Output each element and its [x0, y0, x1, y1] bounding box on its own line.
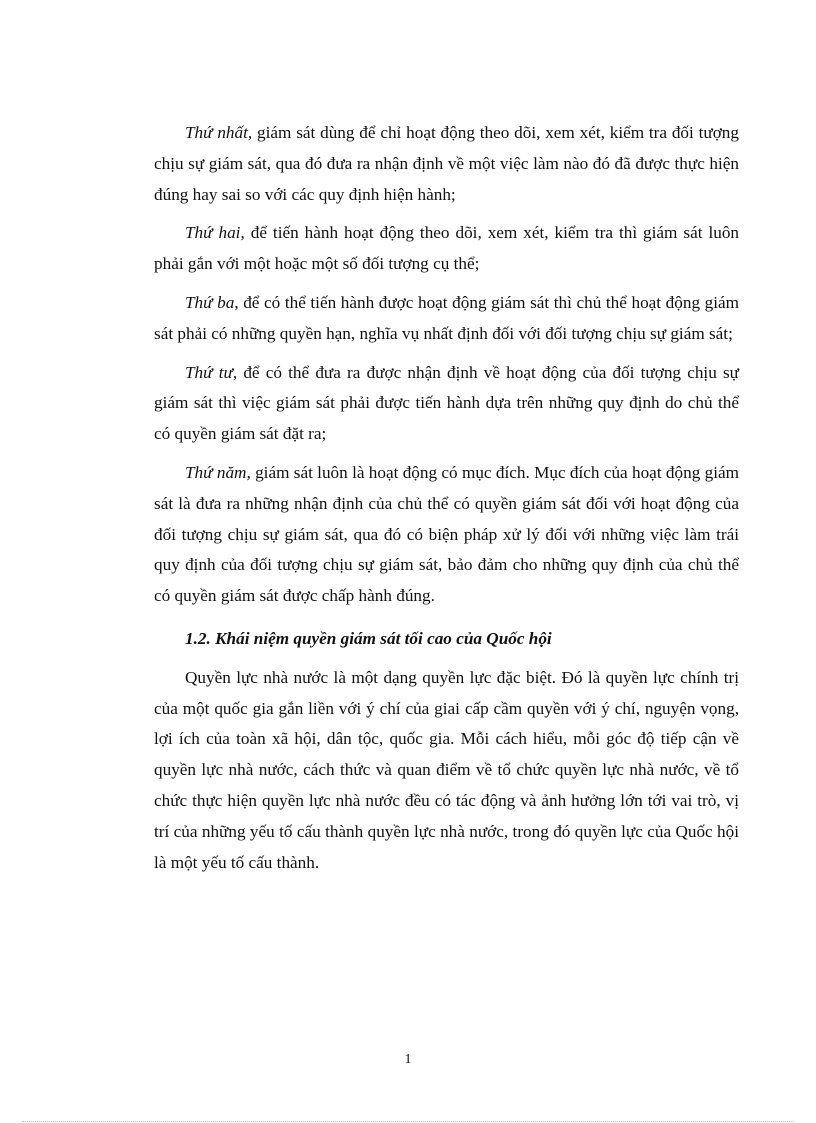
page-bottom-divider — [22, 1121, 794, 1122]
paragraph-lead: Thứ hai, — [185, 223, 245, 243]
paragraph-text: giám sát luôn là hoạt động có mục đích. Mục đích của hoạt động giám sát là đưa ra những nhận định của chủ thể có quyền giám sát đối với hoạt động của đối tượng chịu sự giám sát, qua đó có biện pháp xử lý đối với những việc làm trái quy định của đối tượng chịu sự giám sát, bảo đảm cho những quy định của chủ thể có quyền giám sát được chấp hành đúng. — [154, 462, 739, 606]
paragraph-thu-nam — [154, 458, 739, 612]
section-heading: 1.2. Khái niệm quyền giám sát tối cao của Quốc hội — [185, 628, 552, 648]
paragraph-lead: Thứ ba — [185, 292, 235, 312]
paragraph-text: để tiến hành hoạt động theo dõi, xem xét, kiểm tra thì giám sát luôn phải gắn với một hoặc một số đối tượng cụ thể; — [154, 223, 740, 274]
paragraph-lead: Thứ tư, — [185, 362, 238, 382]
page-number: 1 — [404, 1052, 412, 1067]
paragraph-text: để có thể đưa ra được nhận định về hoạt động của đối tượng chịu sự giám sát thì việc giám sát phải được tiến hành dựa trên những quy định do chủ thể có quyền giám sát đặt ra; — [154, 362, 739, 444]
paragraph-text: giám sát dùng để chỉ hoạt động theo dõi, xem xét, kiểm tra đối tượng chịu sự giám sát, qua đó đưa ra nhận định về một việc làm nào đó đã được thực hiện đúng hay sai so với các quy định hiện hành; — [154, 123, 739, 204]
paragraph-lead: Thứ năm, — [185, 462, 251, 482]
paragraph-thu-nhat — [154, 118, 739, 210]
paragraph-lead: Thứ nhất, — [185, 123, 253, 142]
paragraph-text: , để có thể tiến hành được hoạt động giám sát thì chủ thể hoạt động giám sát phải có những quyền hạn, nghĩa vụ nhất định đối với đối tượng chịu sự giám sát; — [154, 292, 740, 343]
body-paragraph: Quyền lực nhà nước là một dạng quyền lực đặc biệt. Đó là quyền lực chính trị của một quốc gia gắn liền với ý chí của giai cấp cầm quyền với ý chí, nguyện vọng, lợi ích của toàn xã hội, dân tộc, quốc gia. Mỗi cách hiểu, mỗi góc độ tiếp cận về quyền lực nhà nước, cách thức và quan điểm về tổ chức quyền lực nhà nước, về tổ chức thực hiện quyền lực nhà nước đều có tác động và ảnh hưởng lớn tới vai trò, vị trí của những yếu tố cấu thành quyền lực nhà nước, trong đó quyền lực của Quốc hội là một yếu tố cấu thành. — [154, 667, 739, 872]
page-content — [154, 118, 739, 878]
paragraph-thu-ba — [154, 288, 739, 350]
paragraph-thu-hai — [154, 218, 739, 280]
paragraph-thu-tu — [154, 358, 739, 450]
